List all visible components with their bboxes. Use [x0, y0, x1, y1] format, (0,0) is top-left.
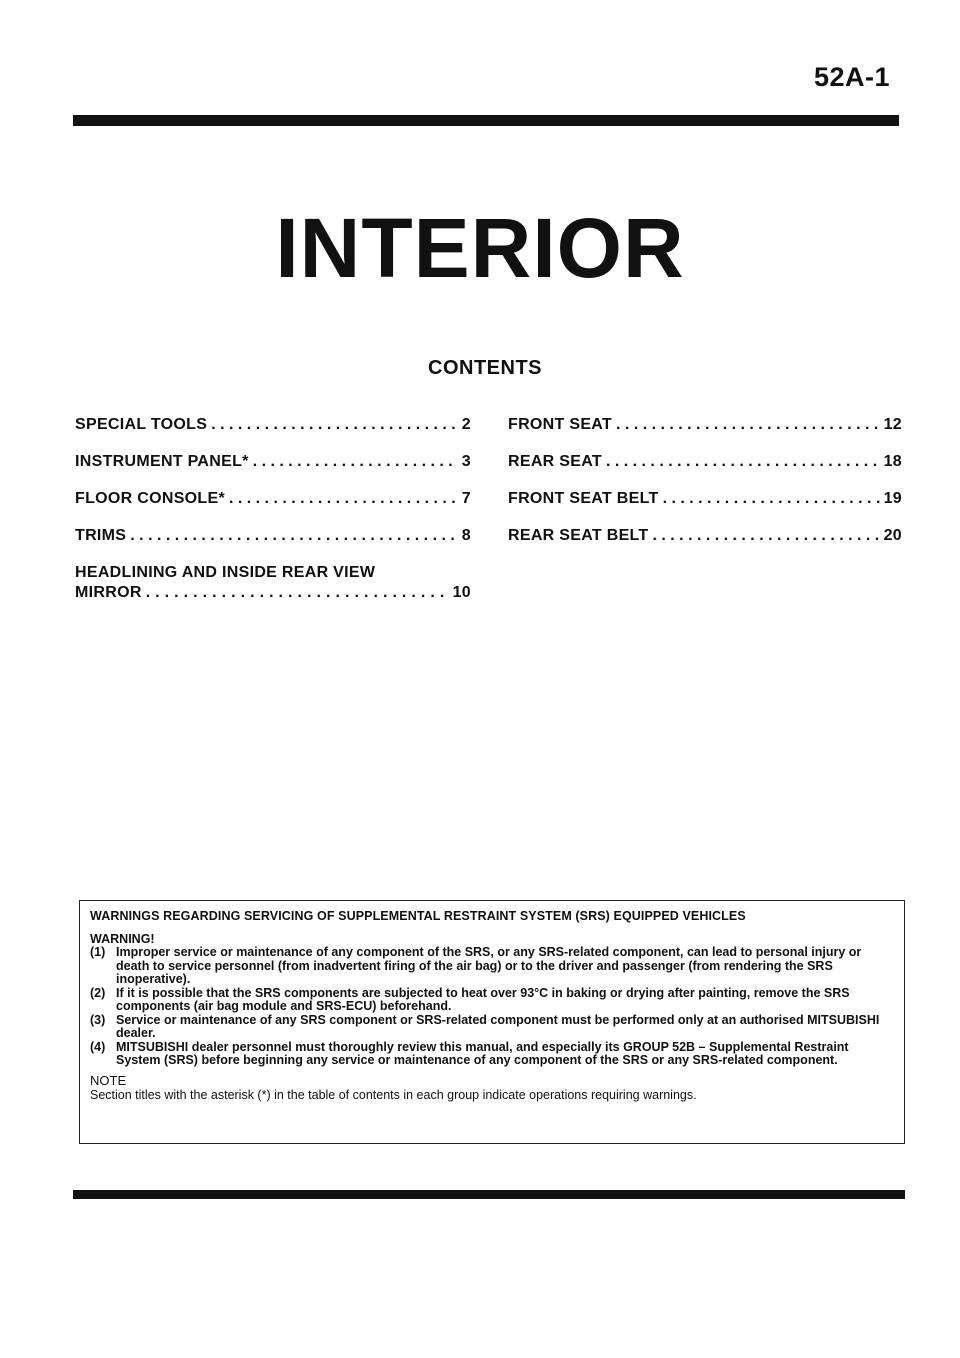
toc-entry-label: INSTRUMENT PANEL*: [75, 453, 249, 470]
leader-dots: [253, 453, 458, 471]
toc-entry-label: TRIMS: [75, 527, 127, 544]
contents-heading: CONTENTS: [428, 357, 542, 379]
leader-dots: [616, 416, 880, 434]
warning-item-number: (1): [90, 945, 106, 959]
leader-dots: [663, 490, 880, 508]
toc-entry-multiline[interactable]: [75, 564, 471, 602]
page-number: 52A-1: [813, 62, 890, 92]
warning-item: [90, 987, 894, 1014]
toc-entry[interactable]: [508, 527, 902, 564]
toc-entry-page: 3: [461, 453, 471, 470]
toc-entry-page: 12: [883, 416, 902, 433]
toc-entry-page: 18: [883, 453, 902, 470]
section-title: INTERIOR: [275, 201, 685, 295]
warning-item-number: (3): [90, 1012, 106, 1027]
toc-entry[interactable]: [75, 416, 471, 453]
note-label: NOTE: [90, 1072, 127, 1088]
warning-box: [79, 900, 905, 1144]
warning-item-text: If it is possible that the SRS components are subjected to heat over 93°C in baking or drying after painting, remove the SRS components (air bag module and SRS-ECU) beforehand.: [116, 985, 850, 1013]
toc-entry-label: SPECIAL TOOLS: [75, 416, 208, 433]
toc-entry[interactable]: [508, 453, 902, 490]
warning-item: [90, 1041, 894, 1068]
leader-dots: [211, 416, 458, 434]
note-text: Section titles with the asterisk (*) in the table of contents in each group indicate operations requiring warnings.: [90, 1087, 697, 1102]
toc-left-column: [75, 416, 471, 602]
toc-entry[interactable]: [75, 490, 471, 527]
warning-item-number: (2): [90, 985, 106, 1000]
toc-entry-page: 2: [461, 416, 471, 433]
warning-heading: WARNINGS REGARDING SERVICING OF SUPPLEMENTAL RESTRAINT SYSTEM (SRS) EQUIPPED VEHICLES: [90, 909, 746, 923]
leader-dots: [653, 527, 880, 545]
toc-entry-page: 19: [883, 490, 902, 507]
toc-entry-line2: [75, 584, 471, 602]
toc-entry-label: FLOOR CONSOLE*: [75, 490, 225, 507]
leader-dots: [146, 584, 449, 602]
toc-entry-label: FRONT SEAT BELT: [508, 490, 659, 507]
toc-entry-page: 7: [461, 490, 471, 507]
warning-item-number: (4): [90, 1039, 106, 1054]
warning-label: WARNING!: [90, 932, 155, 946]
warning-item: [90, 1014, 894, 1041]
leader-dots: [229, 490, 458, 508]
top-rule: [73, 115, 899, 126]
toc-entry-label: REAR SEAT BELT: [508, 527, 649, 544]
toc-entry[interactable]: [75, 527, 471, 564]
toc-entry-label: FRONT SEAT: [508, 416, 613, 433]
toc-entry-page: 8: [461, 527, 471, 544]
toc-entry-label: REAR SEAT: [508, 453, 602, 470]
toc-entry[interactable]: [508, 490, 902, 527]
toc-entry-page: 20: [883, 527, 902, 544]
warning-item-text: Service or maintenance of any SRS component or SRS-related component must be performed only at an authorised MITSUBISHI dealer.: [116, 1012, 880, 1040]
toc-entry-page: 10: [452, 584, 471, 601]
leader-dots: [606, 453, 880, 471]
toc-right-column: [508, 416, 902, 564]
bottom-rule: [73, 1190, 905, 1199]
toc-entry[interactable]: [75, 453, 471, 490]
toc-entry-label-line2: MIRROR: [75, 584, 142, 601]
leader-dots: [130, 527, 458, 545]
toc-entry[interactable]: [508, 416, 902, 453]
warning-item-text: MITSUBISHI dealer personnel must thoroughly review this manual, and especially its GROUP 52B – Supplemental Restraint System (SRS) before beginning any service or maintenance of any component of the SRS or any SRS-related component.: [116, 1039, 849, 1067]
warning-item-text: Improper service or maintenance of any component of the SRS, or any SRS-related component, can lead to personal injury or death to service personnel (from inadvertent firing of the air bag) or to the driver and passenger (from rendering the SRS inoperative).: [116, 945, 862, 986]
toc-entry-label-line1: HEADLINING AND INSIDE REAR VIEW: [75, 564, 376, 581]
warning-item: [90, 946, 894, 987]
